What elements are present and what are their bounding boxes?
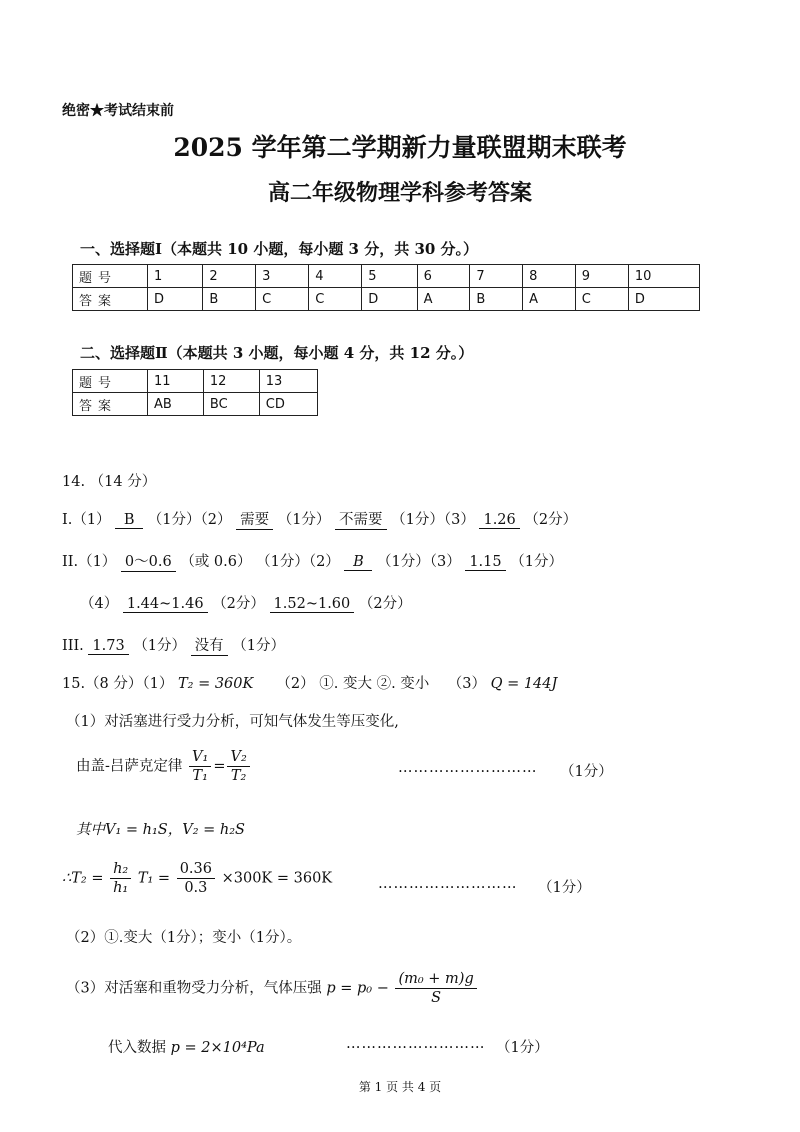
page-title: 2025 学年第二学期新力量联盟期末联考 [173,133,627,162]
question-number-cell: 1 [148,265,203,288]
formula: ×300K = 360K [221,870,333,887]
section2-table [72,369,318,416]
dot-leader: ……………………… [398,760,538,776]
section1-table [72,264,700,311]
denominator: 0.3 [184,880,208,896]
answer-cell: D [148,288,203,311]
answer-blank: 0～0.6 [121,550,176,572]
answer-cell: C [575,288,628,311]
row-label: 答案 [73,393,148,416]
denominator: S [431,990,442,1006]
question-number-cell: 9 [575,265,628,288]
text: （或 0.6） [180,554,252,570]
answer-blank: 1.26 [479,512,519,529]
q15-part2: （2）①.变大（1分）；变小（1分）。 [66,930,302,946]
text: （1分）（3） [391,512,475,528]
q14-label: 14. （14 分） [62,474,157,490]
question-number-cell: 4 [309,265,362,288]
answer-cell: A [417,288,470,311]
answer-blank: 1.44~1.46 [123,596,208,613]
text: （1分）（2） [256,554,340,570]
answer-blank: B [115,512,143,529]
confidential-label: 绝密★考试结束前 [62,103,174,119]
q15-summary [62,672,557,693]
text: （2分） [358,596,412,612]
answer-blank: 不需要 [335,508,387,530]
table-row [73,370,318,393]
formula: ∴T₂ = [62,870,104,887]
question-number-cell: 13 [259,370,317,393]
table-row [73,288,700,311]
fraction [177,860,215,897]
section1-heading: 一、选择题Ⅰ（本题共 10 小题，每小题 3 分，共 30 分。） [80,240,479,258]
score: （1分） [496,1040,549,1056]
answer-blank: 1.52~1.60 [270,596,355,613]
answer-blank: 1.73 [88,638,128,655]
q15-eq1-line: 由盖-吕萨克定律 $\frac{\text{V₁}}{\text{T₁}}$ = $\frac{\text{V₂}}{\text{T₂}}$ [76,748,252,785]
text: II.（1） [62,554,117,570]
numerator: (m₀ + m)g [395,970,476,989]
answer-cell: AB [148,393,204,416]
table-row [73,393,318,416]
text: 15.（8 分）（1） [62,676,174,692]
denominator: T₂ [230,768,247,784]
page-footer: 第 1 页 共 4 页 [358,1080,442,1094]
fraction [189,748,211,785]
fraction [395,970,476,1007]
dot-leader: ……………………… [378,876,518,892]
text: （1分） [510,554,563,570]
text: （2分） [524,512,578,528]
score: （1分） [538,880,591,896]
numerator: V₁ [189,748,211,767]
answer-cell: B [203,288,256,311]
score: （1分） [560,764,613,780]
text: I.（1） [62,512,111,528]
q14-part-ii-4 [80,592,412,613]
answer-cell: D [628,288,699,311]
q14-part-i [62,508,577,530]
answer-cell: A [523,288,576,311]
answer-cell: D [362,288,417,311]
formula: Q = 144J [490,676,558,692]
question-number-cell: 7 [470,265,523,288]
text: （4） [80,596,119,612]
text: （1分） [232,638,285,654]
text: （1分） [133,638,187,654]
question-number-cell: 3 [256,265,309,288]
question-number-cell: 6 [417,265,470,288]
answer-cell: CD [259,393,317,416]
answer-blank: B [344,554,372,571]
section2-heading: 二、选择题Ⅱ（本题共 3 小题，每小题 4 分，共 12 分。） [80,344,474,362]
question-number-cell: 10 [628,265,699,288]
text: 代入数据 [108,1040,166,1056]
question-number-cell: 2 [203,265,256,288]
q15-eq3-line [66,970,479,1007]
denominator: h₁ [113,880,129,896]
formula: T₁ = [137,870,171,887]
q15-part1-intro: （1）对活塞进行受力分析，可知气体发生等压变化, [66,714,399,730]
text: （2） ①. 变大 ②. 变小 [276,676,430,692]
answer-blank: 需要 [236,508,273,530]
fraction [110,860,131,897]
row-label: 题号 [73,265,148,288]
text: III. [62,638,84,654]
q14-part-iii [62,634,285,656]
text: （1分）（2） [147,512,232,528]
fraction [227,748,249,785]
dot-leader: ……………………… [346,1036,486,1052]
answer-cell: C [309,288,362,311]
q15-substitute-line [108,1036,265,1057]
text: （2分） [212,596,265,612]
question-number-cell: 11 [148,370,204,393]
question-number-cell: 12 [203,370,259,393]
formula: p = p₀ − [326,980,389,997]
text: （3）对活塞和重物受力分析，气体压强 [66,980,322,997]
q14-part-ii [62,550,563,572]
q15-where-line: 其中V₁ = h₁S，V₂ = h₂S [76,822,245,838]
formula: p = 2×10⁴Pa [170,1040,265,1056]
numerator: V₂ [227,748,249,767]
answer-cell: BC [203,393,259,416]
formula: T₂ = 360K [177,676,254,692]
row-label: 答案 [73,288,148,311]
numerator: h₂ [110,860,131,879]
answer-blank: 1.15 [465,554,505,571]
question-number-cell: 8 [523,265,576,288]
q15-eq2-line [62,860,332,897]
answer-blank: 没有 [191,634,228,656]
question-number-cell: 5 [362,265,417,288]
text: （1分）（3） [377,554,461,570]
text: （1分） [277,512,331,528]
text: 由盖-吕萨克定律 [76,758,183,775]
numerator: 0.36 [177,860,215,879]
table-row [73,265,700,288]
page-subtitle: 高二年级物理学科参考答案 [267,180,532,206]
denominator: T₁ [192,768,208,784]
answer-cell: C [256,288,309,311]
answer-cell: B [470,288,523,311]
text: （3） [447,676,486,692]
row-label: 题号 [73,370,148,393]
